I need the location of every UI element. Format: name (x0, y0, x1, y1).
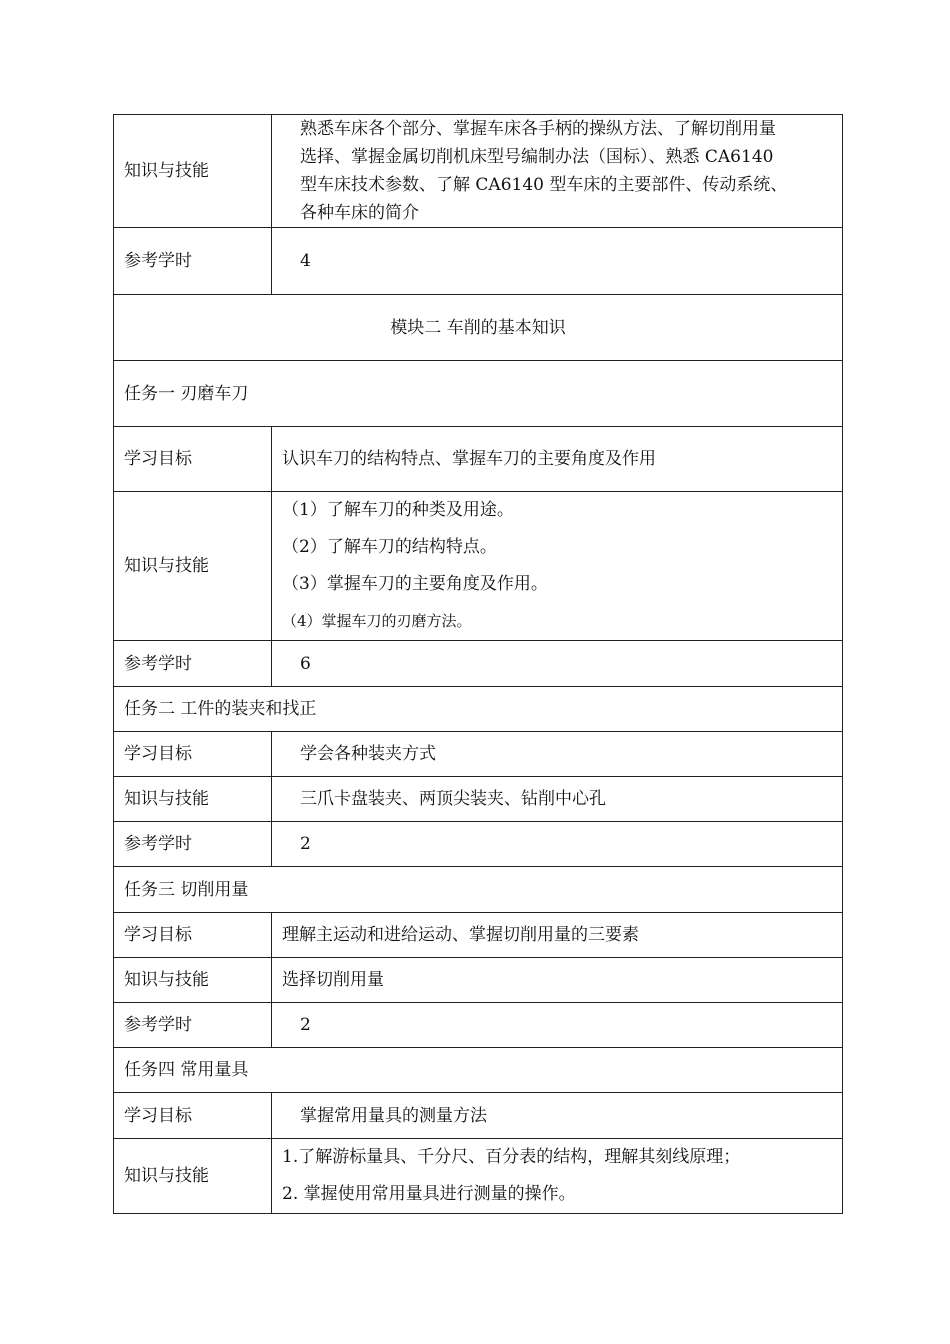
table-row (114, 913, 843, 958)
skill-item: （2）了解车刀的结构特点。 (282, 537, 497, 557)
table-row (114, 958, 843, 1003)
row-label: 参考学时 (114, 228, 272, 295)
text-line: 各种车床的简介 (300, 203, 419, 223)
row-label: 知识与技能 (114, 492, 272, 641)
table-row (114, 1139, 843, 1214)
table-row (114, 1003, 843, 1048)
table-row (114, 641, 843, 687)
table-row (114, 115, 843, 228)
task-title-row (114, 1048, 843, 1093)
task-title-row (114, 361, 843, 427)
row-label: 知识与技能 (114, 1139, 272, 1214)
text-line: 熟悉车床各个部分、掌握车床各手柄的操纵方法、了解切削用量 (300, 119, 776, 139)
row-label: 参考学时 (114, 1003, 272, 1048)
skill-item: （1）了解车刀的种类及用途。 (282, 500, 514, 520)
row-label: 学习目标 (114, 732, 272, 777)
row-value: 4 (272, 228, 843, 295)
text-line: 选择、掌握金属切削机床型号编制办法（国标）、熟悉 CA6140 (300, 147, 774, 167)
row-label: 参考学时 (114, 641, 272, 687)
row-value: 学会各种装夹方式 (272, 732, 843, 777)
row-value: 选择切削用量 (272, 958, 843, 1003)
table-row (114, 1093, 843, 1139)
skill-item: 2. 掌握使用常用量具进行测量的操作。 (282, 1184, 576, 1204)
table-row (114, 427, 843, 492)
row-value (272, 115, 843, 228)
text-line: 型车床技术参数、了解 CA6140 型车床的主要部件、传动系统、 (300, 175, 788, 195)
module-title: 模块二 车削的基本知识 (114, 295, 843, 361)
table-row (114, 822, 843, 867)
row-value: 6 (272, 641, 843, 687)
skill-item: （4）掌握车刀的刃磨方法。 (282, 612, 472, 630)
task-title: 任务二 工件的装夹和找正 (114, 687, 843, 732)
task-title-row (114, 867, 843, 913)
skill-item: （3）掌握车刀的主要角度及作用。 (282, 574, 548, 594)
table-row (114, 732, 843, 777)
row-label: 知识与技能 (114, 958, 272, 1003)
row-label: 学习目标 (114, 1093, 272, 1139)
task-title-row (114, 687, 843, 732)
skill-item: 1.了解游标量具、千分尺、百分表的结构，理解其刻线原理； (282, 1147, 741, 1167)
row-value (272, 1139, 843, 1214)
syllabus-table (113, 114, 843, 1214)
row-label: 参考学时 (114, 822, 272, 867)
row-label: 学习目标 (114, 427, 272, 492)
row-value (272, 492, 843, 641)
module-title-row (114, 295, 843, 361)
task-title: 任务一 刃磨车刀 (114, 361, 843, 427)
row-label: 学习目标 (114, 913, 272, 958)
table-row (114, 492, 843, 641)
row-label: 知识与技能 (114, 777, 272, 822)
task-title: 任务三 切削用量 (114, 867, 843, 913)
row-value: 认识车刀的结构特点、掌握车刀的主要角度及作用 (272, 427, 843, 492)
row-value: 2 (272, 822, 843, 867)
row-value: 理解主运动和进给运动、掌握切削用量的三要素 (272, 913, 843, 958)
row-label: 知识与技能 (114, 115, 272, 228)
row-value: 2 (272, 1003, 843, 1048)
row-value: 掌握常用量具的测量方法 (272, 1093, 843, 1139)
table-row (114, 777, 843, 822)
task-title: 任务四 常用量具 (114, 1048, 843, 1093)
row-value: 三爪卡盘装夹、两顶尖装夹、钻削中心孔 (272, 777, 843, 822)
table-row (114, 228, 843, 295)
